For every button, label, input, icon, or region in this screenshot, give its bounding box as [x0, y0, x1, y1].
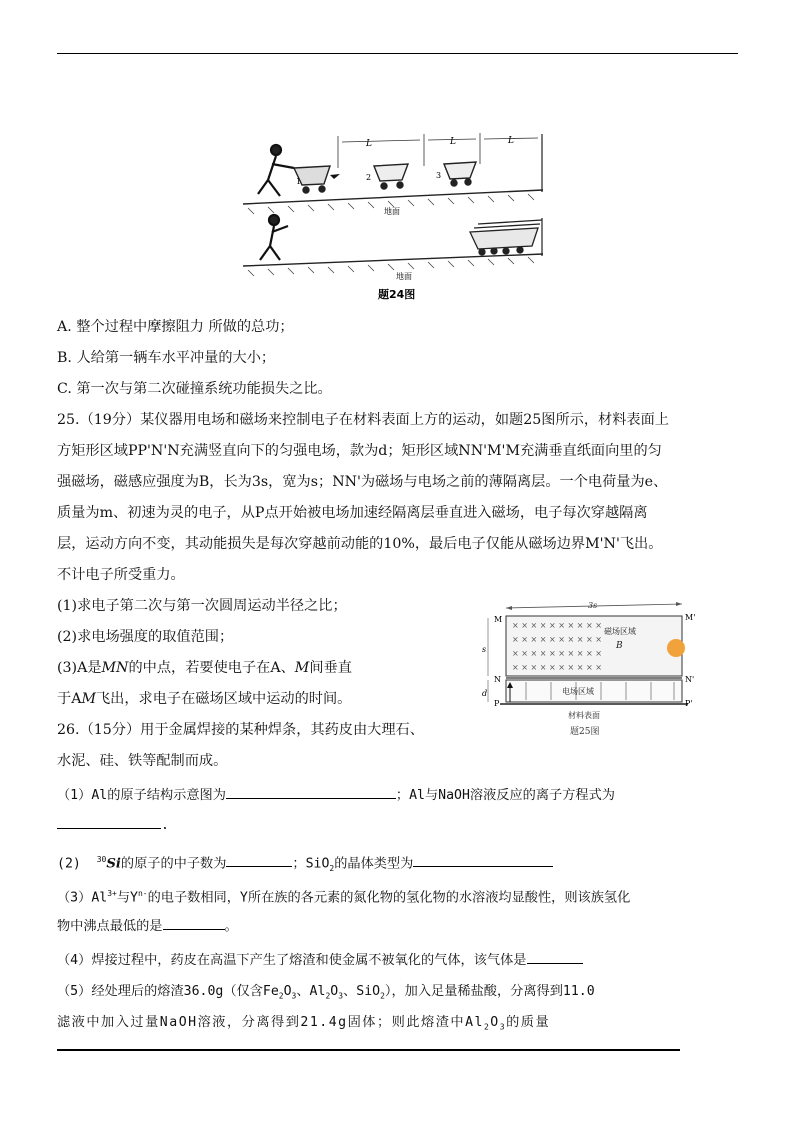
q25-line-6: 不计电子所受重力。: [57, 567, 185, 583]
q26-p1-text-a: （1）Al的原子结构示意图为: [57, 788, 226, 803]
q25-part-3: [57, 658, 352, 678]
person-pushing-icon: [258, 145, 294, 196]
var-mn: MN: [101, 660, 129, 676]
q25-p3-text-a: (3)A是: [57, 660, 102, 676]
svg-text:× × × × × × × × × ×: × × × × × × × × × ×: [512, 649, 602, 658]
q26-p6-text-c: 的质量: [506, 1015, 551, 1030]
q26-line-2: 水泥、硅、铁等配制而成。: [57, 753, 228, 769]
person-standing-icon: [260, 215, 288, 260]
figure-24-drawing: [238, 128, 548, 306]
sub-3: 2: [325, 991, 331, 1001]
q25-p4-text-a: 于A: [57, 691, 82, 707]
q25-line-2: 方矩形区域PP'N'N充满竖直向下的匀强电场，款为d；矩形区域NN'M'M充满垂直纸面向里的匀: [57, 443, 662, 459]
q26-part-3: [57, 884, 630, 908]
q26-part-1: [57, 784, 615, 806]
header-rule: [57, 53, 738, 54]
electric-region: [506, 680, 682, 702]
svg-text:× × × × × × × × × ×: × × × × × × × × × ×: [512, 635, 602, 644]
magnetic-label: 磁场区域: [604, 627, 636, 636]
cart-num-1: 1: [296, 177, 302, 186]
figure-25-drawing: [476, 598, 712, 750]
q25-part-3-cont: [57, 689, 351, 709]
var-m: M: [294, 660, 310, 676]
sub-7: 3: [499, 1022, 507, 1032]
badge-icon: [667, 639, 685, 657]
sub-4: 3: [338, 991, 344, 1001]
q26-part-5-cont: [57, 1013, 550, 1038]
label-s: s: [482, 645, 487, 654]
point-n: N: [494, 675, 501, 684]
answer-blank-4[interactable]: [413, 852, 553, 867]
cart-3-icon: [444, 162, 476, 186]
surface-label: 材料表面: [568, 711, 600, 720]
answer-blank-3[interactable]: [226, 852, 292, 867]
point-m-prime: M': [685, 613, 696, 622]
svg-text:× × × × × × × × × ×: × × × × × × × × × ×: [512, 621, 602, 630]
footer-rule: [57, 1049, 680, 1051]
q25-line-5: 层，运动方向不变，其动能损失是每次穿越前动能的10%，最后电子仅能从磁场边界M'N'飞出。: [57, 536, 663, 552]
electric-label: 电场区域: [562, 687, 594, 696]
al-charge: 3+: [107, 889, 117, 898]
q26-p5-text-e: 、SiO: [343, 984, 381, 999]
cart-2-icon: [374, 164, 408, 189]
sub-1: 2: [278, 991, 284, 1001]
q25-line-1: 25.（19分）某仪器用电场和磁场来控制电子在材料表面上方的运动，如题25图所示，材料表面上: [57, 412, 669, 428]
sub-5: 2: [380, 991, 385, 1001]
figure-25: [476, 598, 712, 750]
q25-part-2: (2)求电场强度的取值范围；: [57, 629, 234, 645]
cart-num-3: 3: [436, 171, 442, 180]
q26-p1-text-c: .: [161, 818, 169, 833]
q26-part-1-cont: [57, 814, 169, 836]
dist-label-2: L: [450, 137, 456, 147]
q25-p3-text-b: 的中点，若要使电子在A、: [128, 660, 295, 676]
q26-line-1: 26.（15分）用于金属焊接的某种焊条，其药皮由大理石、: [57, 722, 424, 738]
sub-6: 2: [483, 1022, 491, 1032]
q26-p3-text-b: 与Y: [116, 890, 138, 906]
answer-blank-5[interactable]: [163, 915, 225, 930]
q26-p3-text-a: （3）Al: [57, 890, 108, 906]
dist-label-3: L: [508, 136, 514, 146]
q26-p4-text-a: （4）焊接过程中，药皮在高温下产生了熔渣和使金属不被氧化的气体，该气体是: [57, 953, 527, 968]
figure-24: [238, 128, 548, 306]
q26-part-2: [57, 850, 553, 879]
q25-line-3: 强磁场，磁感应强度为B，长为3s，宽为s；NN'为磁场与电场之前的薄隔离层。一个电荷量为e、: [57, 474, 668, 490]
var-m-2: M: [81, 691, 96, 707]
option-a: A. 整个过程中摩擦阻力 所做的总功；: [57, 319, 294, 335]
q26-p5-text-b: O: [283, 984, 292, 999]
point-p: P: [494, 699, 500, 708]
q26-p5-text-f: ），加入足量稀盐酸，分离得到11.0: [384, 984, 595, 999]
point-p-prime: P': [685, 699, 693, 708]
q26-p2-text-c: ；SiO: [292, 856, 330, 872]
q25-p4-text-b: 飞出，求电子在磁场区域中运动的时间。: [95, 691, 352, 707]
si-symbol: Si: [106, 856, 121, 872]
q26-p5-text-d: O: [330, 984, 339, 999]
ground-label-top: 地面: [384, 207, 400, 216]
sio2-sub: 2: [329, 864, 335, 874]
si-mass-number: 30: [96, 855, 107, 864]
q26-part-3-cont: [57, 915, 238, 937]
figure-25-caption: 题25图: [570, 727, 600, 737]
q26-p1-text-b: ；Al与NaOH溶液反应的离子方程式为: [395, 788, 615, 803]
label-d: d: [482, 689, 488, 698]
q25-p3-text-c: 间垂直: [309, 660, 352, 676]
q26-p5-text-a: （5）经处理后的熔渣36.0g（仅含Fe: [57, 984, 279, 999]
answer-blank-2[interactable]: [57, 814, 161, 829]
sub-2: 3: [291, 991, 297, 1001]
field-b-label: B: [616, 641, 623, 651]
cart-num-2: 2: [366, 173, 372, 182]
option-b: B. 人给第一辆车水平冲量的大小；: [57, 350, 276, 366]
q26-p2-text-a: (2): [57, 856, 81, 872]
y-charge: n-: [137, 889, 148, 898]
stacked-carts-icon: [470, 220, 542, 255]
ground-label-bottom: 地面: [396, 272, 412, 281]
option-c: C. 第一次与第二次碰撞系统功能损失之比。: [57, 381, 332, 397]
svg-text:× × × × × × × × × ×: × × × × × × × × × ×: [512, 663, 602, 672]
q26-p2-text-b: 的原子的中子数为: [120, 856, 227, 872]
q26-p2-text-d: 的晶体类型为: [334, 856, 414, 872]
q26-part-5: [57, 982, 595, 1007]
q26-p3-text-d: 物中沸点最低的是: [57, 919, 163, 934]
q26-p6-text-b: O: [490, 1015, 500, 1030]
point-m: M: [494, 615, 503, 624]
q26-p5-text-c: 、Al: [296, 984, 326, 999]
answer-blank-1[interactable]: [226, 784, 396, 799]
width-label: 3s: [588, 601, 598, 610]
q26-p3-text-c: 的电子数相同，Y所在族的各元素的氮化物的氢化物的水溶液均显酸性，则该族氢化: [147, 890, 631, 906]
dist-label-1: L: [366, 139, 372, 149]
q26-part-4: [57, 949, 583, 971]
q26-p3-text-e: 。: [224, 919, 238, 934]
q25-part-1: (1)求电子第二次与第一次圆周运动半径之比；: [57, 598, 347, 614]
figure-24-caption: 题24图: [378, 288, 416, 301]
q26-p6-text-a: 滤液中加入过量NaOH溶液，分离得到21.4g固体；则此熔渣中Al: [57, 1015, 484, 1030]
answer-blank-6[interactable]: [527, 949, 583, 964]
point-n-prime: N': [685, 675, 695, 684]
q25-line-4: 质量为m、初速为灵的电子，从P点开始被电场加速经隔离层垂直进入磁场，电子每次穿越隔离: [57, 505, 648, 521]
